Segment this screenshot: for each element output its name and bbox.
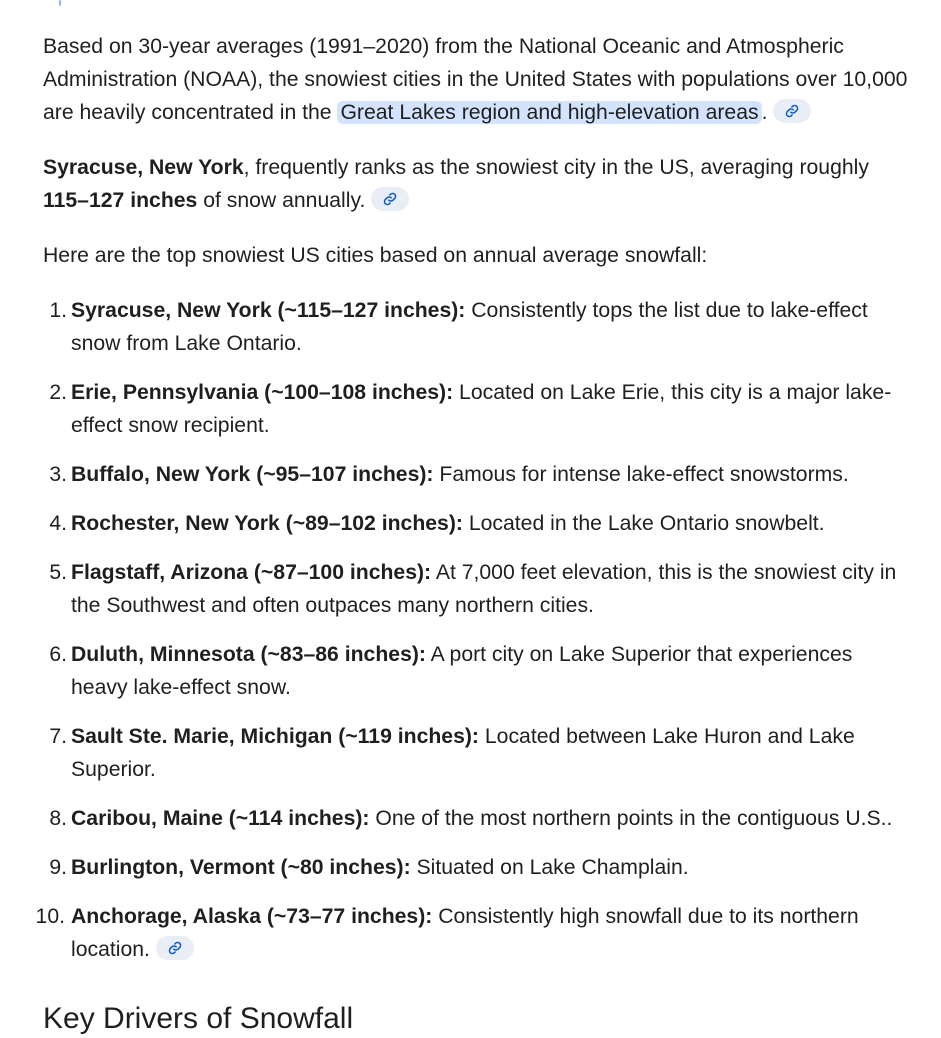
syracuse-city-name: Syracuse, New York xyxy=(43,156,244,179)
list-item-number: 6. xyxy=(49,643,67,666)
list-item-title: Caribou, Maine (~114 inches): xyxy=(71,807,370,830)
intro-text-after: . xyxy=(761,101,768,124)
list-item-title: Buffalo, New York (~95–107 inches): xyxy=(71,463,434,486)
source-link-chip[interactable] xyxy=(371,187,409,211)
link-icon xyxy=(785,104,799,118)
list-item xyxy=(43,802,913,835)
list-item-number: 3. xyxy=(49,463,67,486)
answer-content xyxy=(35,30,913,982)
list-item-number: 8. xyxy=(49,807,67,830)
highlighted-source-phrase[interactable]: Great Lakes region and high-elevation areas xyxy=(337,101,761,124)
syracuse-text-mid: , frequently ranks as the snowiest city in the US, averaging roughly xyxy=(243,156,869,179)
list-item xyxy=(35,900,913,966)
source-link-chip[interactable] xyxy=(156,936,194,960)
snowiest-cities-list xyxy=(35,294,913,966)
list-item-number: 2. xyxy=(49,381,67,404)
list-item-title: Burlington, Vermont (~80 inches): xyxy=(71,856,411,879)
section-heading-key-drivers: Key Drivers of Snowfall xyxy=(43,1002,354,1035)
list-item-description: Located between Lake Huron and Lake Superior. xyxy=(71,725,855,781)
list-item-description: Located in the Lake Ontario snowbelt. xyxy=(462,512,825,535)
list-item xyxy=(43,507,913,540)
list-item-description: Consistently high snowfall due to its northern location. xyxy=(71,905,859,961)
list-item-title: Erie, Pennsylvania (~100–108 inches): xyxy=(71,381,454,404)
list-item xyxy=(43,376,913,442)
list-item xyxy=(43,720,913,786)
link-icon xyxy=(383,192,397,206)
list-item-title: Syracuse, New York (~115–127 inches): xyxy=(71,299,466,322)
syracuse-text-end: of snow annually. xyxy=(197,189,366,212)
list-item-number: 1. xyxy=(49,299,67,322)
scroll-indicator xyxy=(59,0,61,6)
list-item-description: Famous for intense lake-effect snowstorms. xyxy=(433,463,849,486)
list-item-title: Sault Ste. Marie, Michigan (~119 inches): xyxy=(71,725,479,748)
list-item xyxy=(43,294,913,360)
list-item-description: Located on Lake Erie, this city is a major lake-effect snow recipient. xyxy=(71,381,892,437)
link-icon xyxy=(168,941,182,955)
list-item-number: 10. xyxy=(35,905,65,928)
list-item-number: 7. xyxy=(49,725,67,748)
list-item xyxy=(43,638,913,704)
list-item xyxy=(43,556,913,622)
syracuse-summary-paragraph xyxy=(43,151,913,217)
source-link-chip[interactable] xyxy=(773,99,811,123)
list-item-title: Anchorage, Alaska (~73–77 inches): xyxy=(71,905,433,928)
intro-paragraph xyxy=(43,30,913,129)
list-item-description: One of the most northern points in the contiguous U.S.. xyxy=(369,807,893,830)
list-item xyxy=(43,851,913,884)
list-item-number: 5. xyxy=(49,561,67,584)
list-item xyxy=(43,458,913,491)
list-item-title: Duluth, Minnesota (~83–86 inches): xyxy=(71,643,426,666)
list-item-description: At 7,000 feet elevation, this is the snowiest city in the Southwest and often outpaces many northern cities. xyxy=(71,561,897,617)
list-item-description: A port city on Lake Superior that experiences heavy lake-effect snow. xyxy=(71,643,853,699)
list-item-description: Consistently tops the list due to lake-effect snow from Lake Ontario. xyxy=(71,299,868,355)
syracuse-amount: 115–127 inches xyxy=(43,189,198,212)
list-item-title: Flagstaff, Arizona (~87–100 inches): xyxy=(71,561,432,584)
list-intro: Here are the top snowiest US cities based on annual average snowfall: xyxy=(43,244,708,267)
list-item-number: 9. xyxy=(49,856,67,879)
list-item-title: Rochester, New York (~89–102 inches): xyxy=(71,512,463,535)
intro-text-before: Based on 30-year averages (1991–2020) from the National Oceanic and Atmospheric Administration (NOAA), the snowiest cities in the United States with populations over 10,000 are heavily concentrated in the xyxy=(43,35,908,124)
list-item-description: Situated on Lake Champlain. xyxy=(410,856,689,879)
list-item-number: 4. xyxy=(49,512,67,535)
